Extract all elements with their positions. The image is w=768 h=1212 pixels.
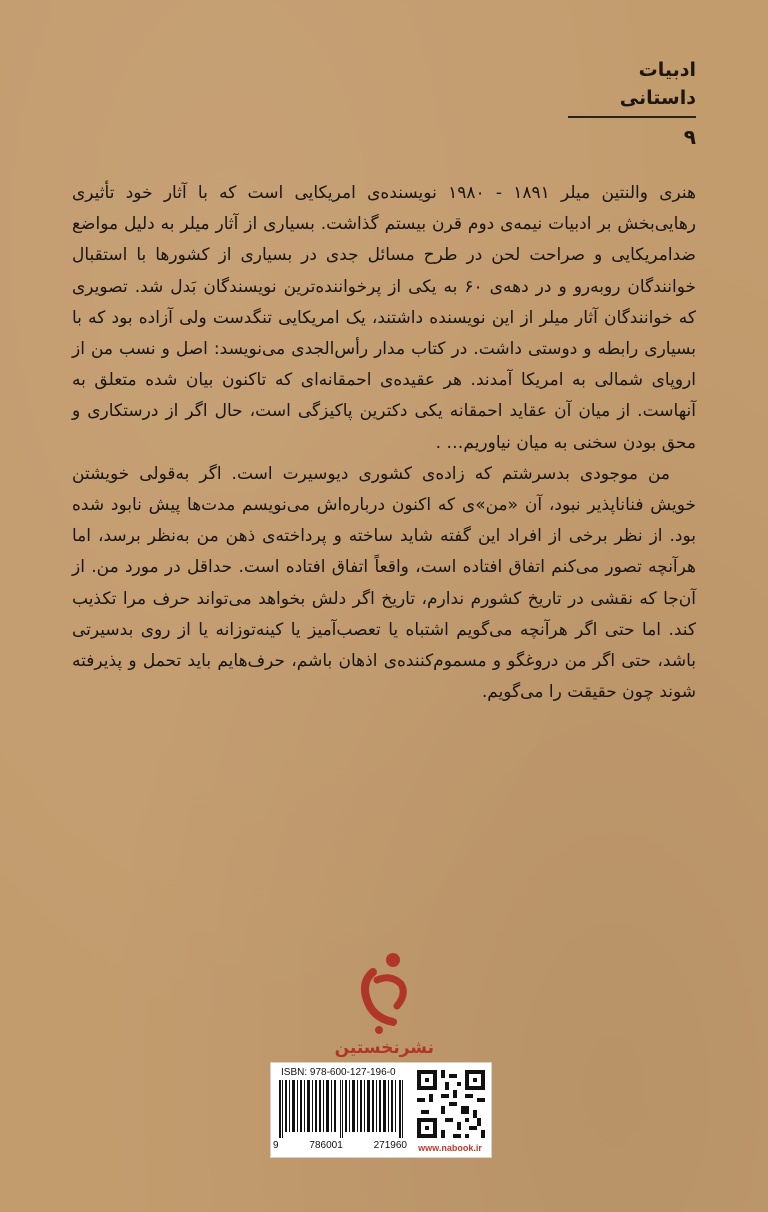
series-header: [568, 56, 696, 150]
series-number: ۹: [683, 125, 696, 149]
barcode-bars-icon: [279, 1080, 407, 1138]
publisher-website: www.nabook.ir: [418, 1143, 482, 1153]
isbn-barcode-label: [270, 1062, 492, 1158]
barcode-lead-digit: 9: [273, 1140, 279, 1151]
isbn-number: ISBN: 978-600-127-196-0: [281, 1067, 396, 1078]
blurb-text: [72, 178, 696, 708]
barcode-digits: [273, 1140, 407, 1151]
blurb-paragraph-2: من موجودی بدسرشتم که زاده‌ی کشوری دیوسیرت است. اگر به‌قولی خویشتن خویش فناناپذیر نبود، آن «من»ی که اکنون درباره‌اش می‌نویسم مدت‌ها پیش نابود شده بود. از نظر برخی از افراد این گفته شاید ساخته و پرداخته‌ی ذهن من به‌نظر برسد، اما هرآنچه تصور می‌کنم اتفاق افتاده است، واقعاً اتفاق افتاده است. حداقل در مورد من. از آن‌جا که نقشی در تاریخ کشورم ندارم، تاریخ اگر دلش بخواهد می‌تواند حرف مرا تکذیب کند. اما حتی اگر هرآنچه می‌گویم اشتباه یا تعصب‌آمیز یا کینه‌توزانه یا از روی بدسیرتی باشد، حتی اگر من دروغگو و مسموم‌کننده‌ی اذهان باشم، حرف‌هایم باید تحمل و پذیرفته شوند چون حقیقت را می‌گویم.: [72, 463, 696, 703]
qr-code-icon: [417, 1069, 485, 1139]
publisher-name: نشرنخستین: [334, 1038, 434, 1058]
series-divider: [568, 116, 696, 118]
blurb-paragraph-1: هنری والنتین میلر ۱۸۹۱ - ۱۹۸۰ نویسنده‌ی امریکایی است که با آثار خود تأثیری رهایی‌بخش بر ادبیات نیمه‌ی دوم قرن بیستم گذاشت. بسیاری از آثار میلر به دلیل مواضع ضدامریکایی و صراحت لحن در طرح مسائل جدی در بسیاری از کشورها با استقبال خوانندگان روبه‌رو و در دهه‌ی ۶۰ به یکی از پرخواننده‌ترین نویسندگان بَدل شد. تصویری که خوانندگان آثار میلر از این نویسنده داشتند، یک امریکایی تنگدست ولی آزاده بود که با بسیاری رابطه و دوستی داشت. در کتاب مدار رأس‌الجدی می‌نویسد: اصل و نسب من از اروپای شمالی به امریکا آمدند. هر عقیده‌ی احمقانه‌ای که تاکنون بیان شده متعلق به آنهاست. از میان آن عقاید احمقانه یکی دکترین پاکیزگی است، حال اگر از درستکاری و محق بودن سخنی به میان نیاوریم… .: [72, 183, 696, 453]
publisher-n-logo-icon: [343, 944, 427, 1036]
barcode-left-digits: 786001: [309, 1140, 343, 1151]
series-title: ادبیات داستانی: [619, 59, 696, 109]
barcode-right-digits: 271960: [373, 1140, 407, 1151]
